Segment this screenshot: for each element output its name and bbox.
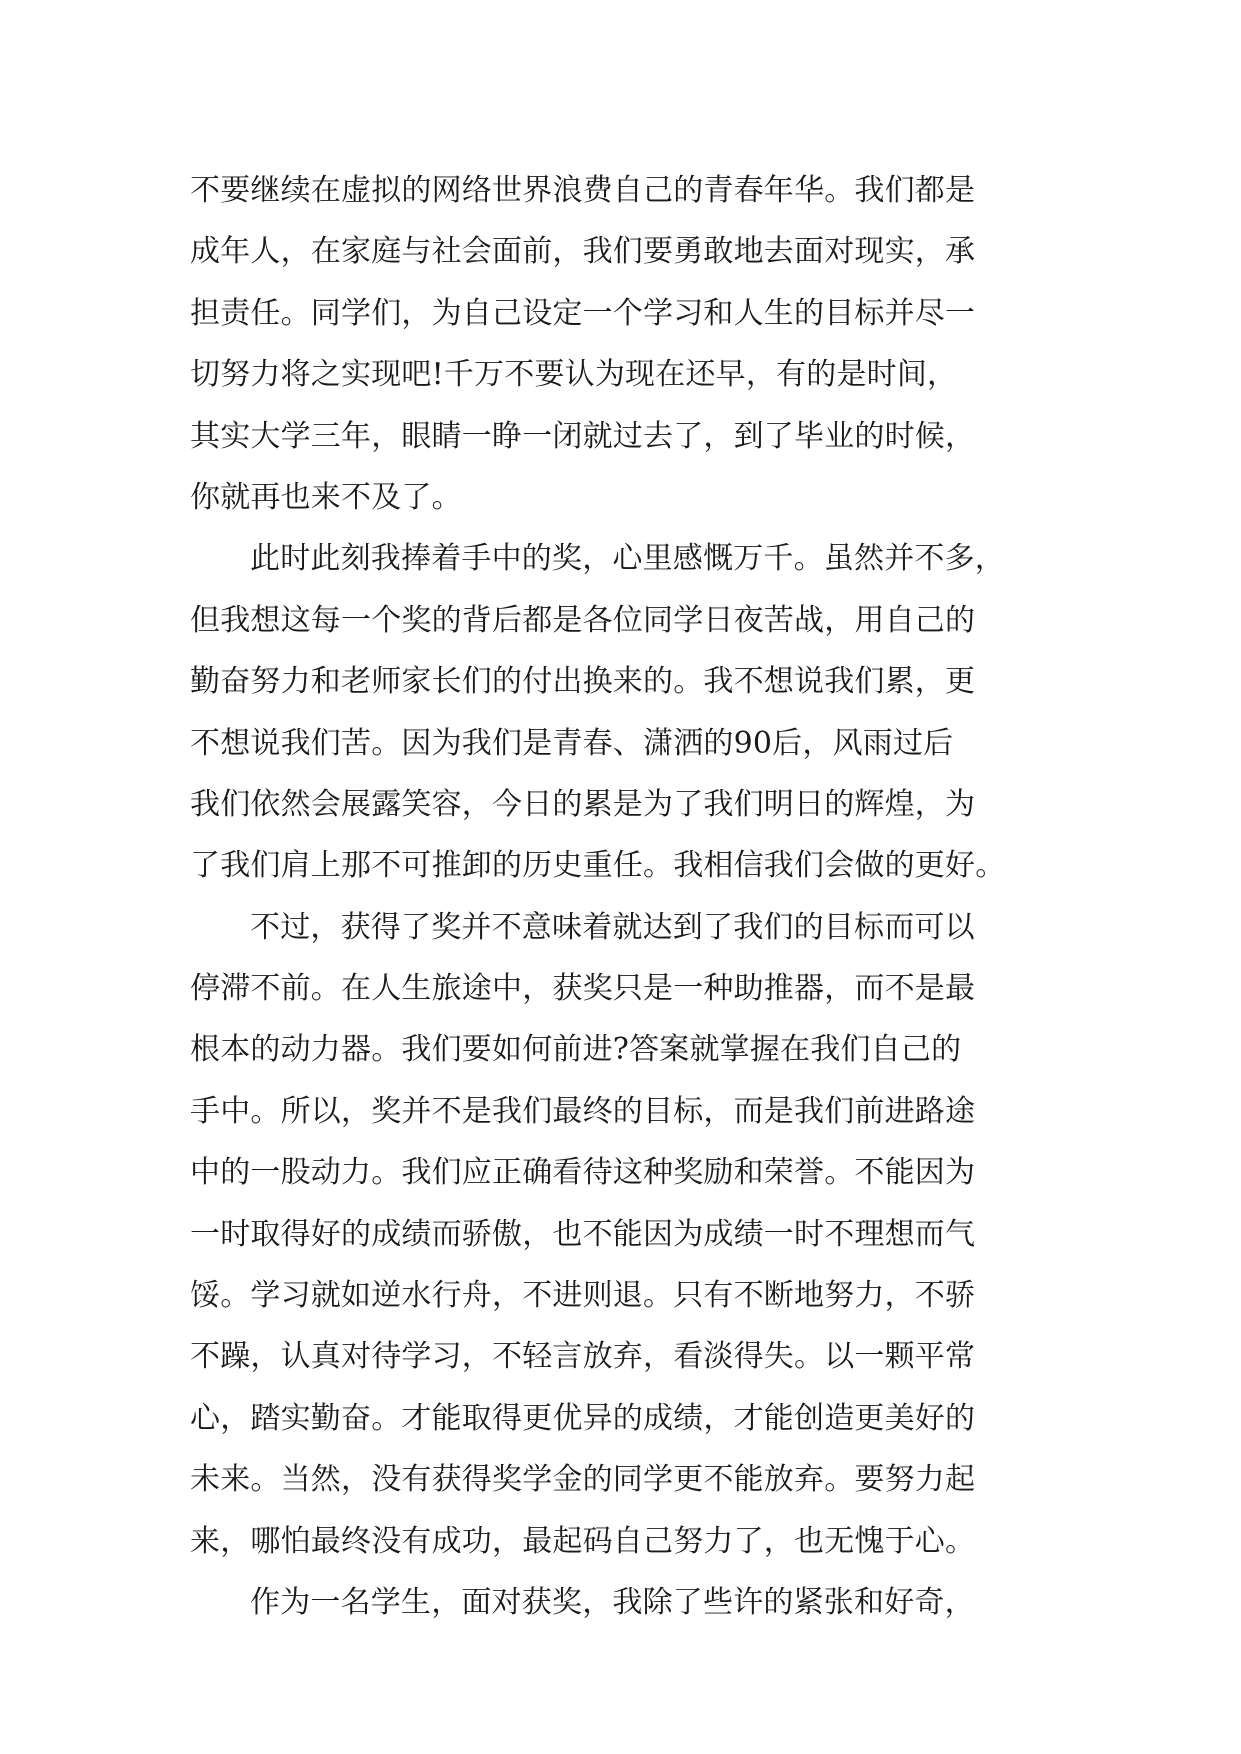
text-line: 我们依然会展露笑容，今日的累是为了我们明日的辉煌，为 bbox=[190, 786, 976, 822]
paragraph-start-line: 此时此刻我捧着手中的奖，心里感慨万千。虽然并不多， bbox=[250, 541, 1005, 577]
text-line: 不躁，认真对待学习，不轻言放弃，看淡得失。以一颗平常 bbox=[190, 1339, 976, 1375]
text-line: 未来。当然，没有获得奖学金的同学更不能放弃。要努力起 bbox=[190, 1462, 976, 1498]
text-line: 馁。学习就如逆水行舟，不进则退。只有不断地努力，不骄 bbox=[190, 1278, 976, 1314]
text-line: 根本的动力器。我们要如何前进?答案就掌握在我们自己的 bbox=[190, 1032, 962, 1068]
text-line: 一时取得好的成绩而骄傲，也不能因为成绩一时不理想而气 bbox=[190, 1216, 976, 1252]
text-line: 不要继续在虚拟的网络世界浪费自己的青春年华。我们都是 bbox=[190, 173, 976, 208]
text-line: 来，哪怕最终没有成功，最起码自己努力了，也无愧于心。 bbox=[190, 1523, 976, 1559]
text-line: 但我想这每一个奖的背后都是各位同学日夜苦战，用自己的 bbox=[190, 602, 976, 638]
text-line: 成年人，在家庭与社会面前，我们要勇敢地去面对现实，承 bbox=[190, 234, 976, 270]
text-line: 勤奋努力和老师家长们的付出换来的。我不想说我们累，更 bbox=[190, 664, 976, 700]
text-line: 手中。所以，奖并不是我们最终的目标，而是我们前进路途 bbox=[190, 1093, 976, 1129]
text-line: 中的一股动力。我们应正确看待这种奖励和荣誉。不能因为 bbox=[190, 1155, 976, 1191]
text-line: 担责任。同学们，为自己设定一个学习和人生的目标并尽一 bbox=[190, 295, 976, 331]
body-text bbox=[190, 160, 1070, 1633]
paragraph-start-line: 不过，获得了奖并不意味着就达到了我们的目标而可以 bbox=[250, 909, 975, 945]
paragraph-start-line: 作为一名学生，面对获奖，我除了些许的紧张和好奇， bbox=[250, 1584, 975, 1620]
text-line: 你就再也来不及了。 bbox=[190, 479, 462, 515]
text-line: 切努力将之实现吧!千万不要认为现在还早，有的是时间， bbox=[190, 357, 958, 393]
text-line: 心，踏实勤奋。才能取得更优异的成绩，才能创造更美好的 bbox=[190, 1400, 976, 1436]
text-line: 其实大学三年，眼睛一睁一闭就过去了，到了毕业的时候， bbox=[190, 418, 976, 454]
text-line: 不想说我们苦。因为我们是青春、潇洒的90后，风雨过后 bbox=[190, 725, 954, 761]
text-line: 停滞不前。在人生旅途中，获奖只是一种助推器，而不是最 bbox=[190, 971, 976, 1007]
text-line: 了我们肩上那不可推卸的历史重任。我相信我们会做的更好。 bbox=[190, 848, 1006, 884]
